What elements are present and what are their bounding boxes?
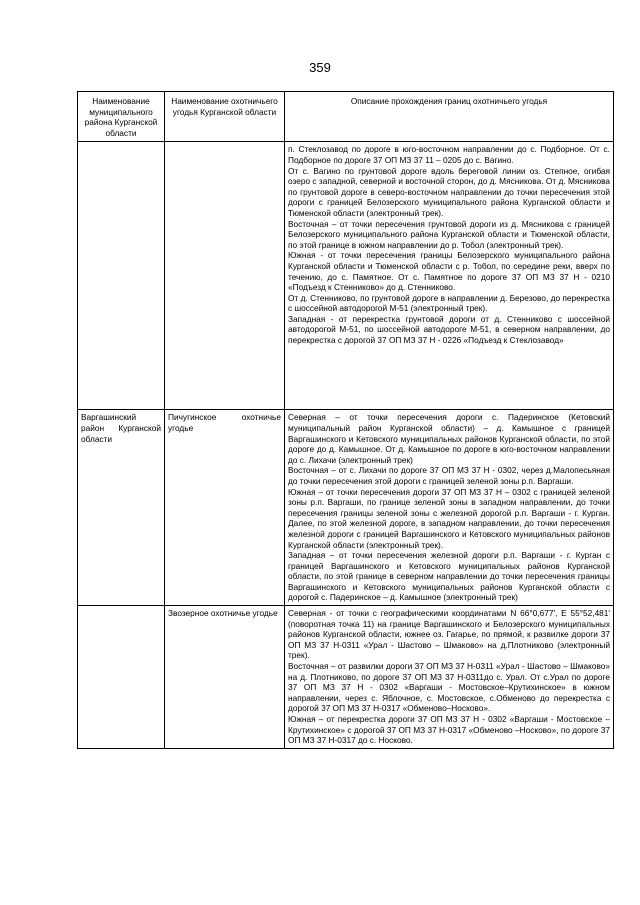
boundary-description-cell xyxy=(285,410,614,606)
district-cell xyxy=(78,410,165,606)
hunting-ground-name: Пичугинское охотничье угодье xyxy=(168,412,281,433)
boundary-paragraph: Южная – от перекрестка дороги 37 ОП МЗ 37 Н - 0302 «Варгаши - Мостовское – Крутихинское» с дорогой 37 ОП МЗ 37 Н-0317 «Обменово –Носково», по дороге 37 ОП МЗ 37 Н-0317 до с. Носково. xyxy=(288,714,610,746)
table-row xyxy=(78,410,614,606)
boundary-paragraph: Восточная – от точки пересечения грунтовой дороги из д. Мясникова с границей Белозерского муниципального района Курганской области и Тюменской области, по этой границе в южном направлении до р. Тобол (электронный трек). xyxy=(288,218,610,250)
table-row xyxy=(78,142,614,410)
district-cell xyxy=(78,142,165,410)
boundary-paragraph: Восточная – от с. Лихачи по дороге 37 ОП МЗ 37 Н - 0302, через д.Малопесьяная до точки пересечения этой дороги с границей зеленой зоны р.п. Варгаши. xyxy=(288,465,610,486)
boundary-paragraph: Северная - от точки с географическими координатами N 66°0,677', E 55°52,481' (поворотная точка 11) на границе Варгашинского и Белозерского муниципальных районов Курганской области, южнее оз. Гагарье, по прямой, к развилке дороги 37 ОП МЗ 37 Н-0311 «Урал - Шастово – Шмаково» на д.Плотниково (электронный трек). xyxy=(288,608,610,661)
boundaries-table xyxy=(77,91,614,749)
hunting-ground-cell xyxy=(165,142,285,410)
boundary-paragraph: От с. Вагино по грунтовой дороге вдоль береговой линии оз. Степное, огибая озеро с западной, северной и восточной сторон, до д. Мясникова. От д. Мясникова по грунтовой дороге в северо-восточном направлении до точки пересечения этой дороги с границей Белозерского муниципального района Курганской области и Тюменской области (электронный трек). xyxy=(288,165,610,218)
boundary-paragraph: От д. Стенниково, по грунтовой дороге в направлении д. Березово, до перекрестка с шоссейной автодорогой М-51 (электронный трек). xyxy=(288,292,610,314)
header-district: Наименование муниципального района Курганской области xyxy=(78,92,165,142)
district-cell xyxy=(78,606,165,749)
boundary-paragraph: Западная - от перекрестка грунтовой дороги от д. Стенниково с шоссейной автодорогой М-51, по шоссейной автодороге М-51, в северном направлении, до перекрестка с дорогой 37 ОП МЗ 37 Н - 0226 «Подъезд к Стеклозавод» xyxy=(288,313,610,346)
boundary-paragraph: Западная – от точки пересечения железной дороги р.п. Варгаши - г. Курган с границей Варгашинского и Кетовского муниципальных районов Курганской области, по этой границе в северном направлении до точки пересечения границы Варгашинского и Кетовского муниципальных районов Курганской области с дорогой с. Падеринское – д. Камышное (электронный трек) xyxy=(288,550,610,603)
boundary-paragraph: Северная – от точки пересечения дороги с. Падеринское (Кетовский муниципальный район Курганской области) – д. Камышное с границей Варгашинского и Кетовского муниципальных районов Курганской области, по этой дороге до д. Камышное. От д. Камышное по дороге в юго-восточном направлении до с. Лихачи (электронный трек) xyxy=(288,412,610,465)
hunting-ground-cell xyxy=(165,410,285,606)
header-hunting-ground: Наименование охотничьего угодья Курганской области xyxy=(165,92,285,142)
header-boundary-description: Описание прохождения границ охотничьего угодья xyxy=(285,92,614,142)
boundary-paragraph: Восточная – от развилки дороги 37 ОП МЗ 37 Н-0311 «Урал - Шастово – Шмаково» на д. Плотниково, по дороге 37 ОП МЗ 37 Н-0311до с. Урал. От с.Урал по дороге 37 ОП МЗ 37 Н - 0302 «Варгаши - Мостовское–Крутихинское» в южном направлении, через с. Яблочное, с. Мостовское, с.Обменово до перекрестка с дорогой 37 ОП МЗ 37 Н-0317 «Обменово–Носково». xyxy=(288,661,610,714)
district-name: Варгашинский район Курганской области xyxy=(81,412,161,444)
page-number: 359 xyxy=(309,60,331,75)
boundary-paragraph: п. Стеклозавод по дороге в юго-восточном направлении до с. Подборное. От с. Подборное по дороге 37 ОП МЗ 37 11 – 0205 до с. Вагино. xyxy=(288,144,610,165)
boundary-description-cell xyxy=(285,606,614,749)
hunting-ground-name: Звозерное охотничье угодье xyxy=(168,608,278,619)
boundary-paragraph: Южная - от точки пересечения границы Белозерского муниципального района Курганской области и Тюменской области с р. Тобол, по середине реки, вверх по течению, до с. Памятное. От с. Памятное по дороге 37 ОП МЗ 37 Н - 0210 «Подъезд к Стенниково» до д. Стенниково. xyxy=(288,250,610,293)
boundary-paragraph: Южная – от точки пересечения дороги 37 ОП МЗ 37 Н – 0302 с границей зеленой зоны р.п. Варгаши, по границе зеленой зоны в западном направлении, до точки пересечения границы зеленой зоны с железной дорогой р.п. Варгаши - г. Курган. Далее, по этой железной дороге, в западном направлении, до точки пересечения железной дороги с границей Варгашинского и Кетовского муниципальных районов Курганской области (электронный трек). xyxy=(288,486,610,550)
boundary-description-cell xyxy=(285,142,614,410)
hunting-ground-cell xyxy=(165,606,285,749)
table-header-row xyxy=(78,92,614,142)
table-row xyxy=(78,606,614,749)
